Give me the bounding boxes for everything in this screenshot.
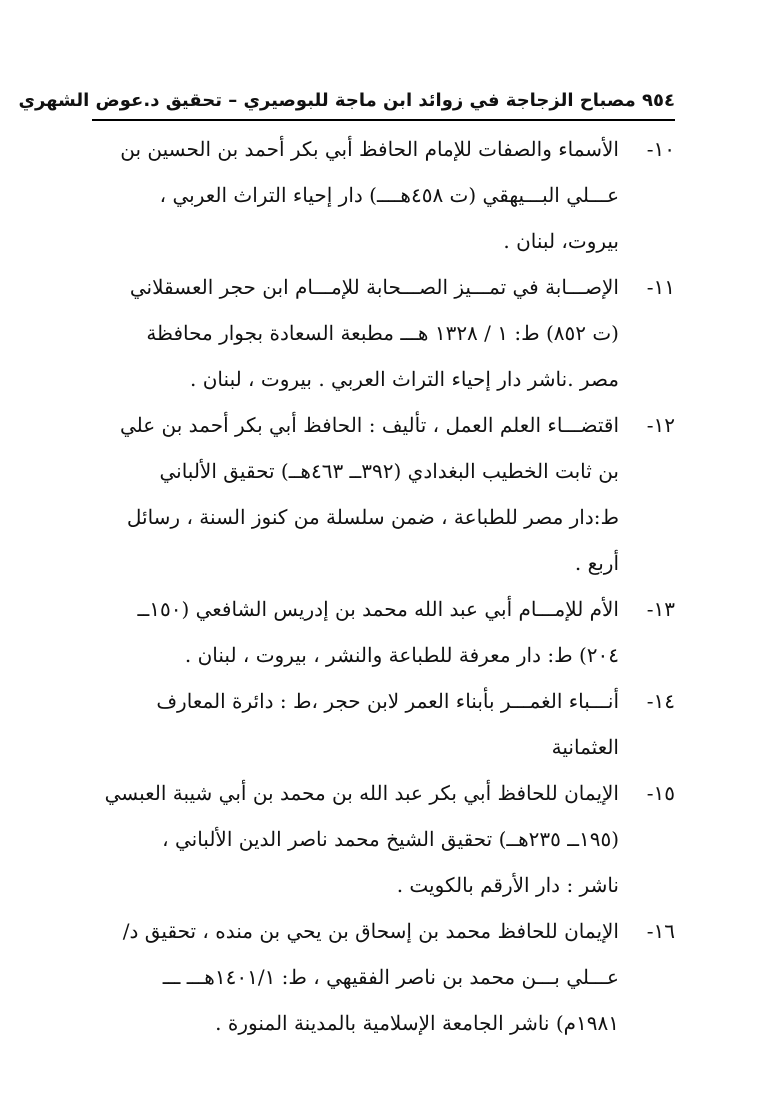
reference-item <box>92 908 675 1046</box>
reference-number: ١١- <box>646 275 675 299</box>
reference-number: ١٠- <box>646 137 675 161</box>
reference-line: الإصـــابة في تمـــيز الصـــحابة للإمـــام ابن حجر العسقلاني <box>129 275 619 299</box>
reference-line: بن ثابت الخطيب البغدادي (٣٩٢ــ ٤٦٣هــ) تحقيق الألباني <box>159 459 619 483</box>
reference-number: ١٣- <box>646 597 675 621</box>
reference-text <box>92 402 619 586</box>
reference-line: عـــلي بـــن محمد بن ناصر الفقيهي ، ط: ١٤٠١/١هـــ ـــ <box>162 965 619 989</box>
reference-text <box>92 678 619 770</box>
reference-list <box>92 126 675 1046</box>
reference-text <box>92 770 619 908</box>
reference-line: ط:دار مصر للطباعة ، ضمن سلسلة من كنوز السنة ، رسائل <box>126 505 619 529</box>
reference-item <box>92 678 675 770</box>
reference-item <box>92 586 675 678</box>
reference-line: الأم للإمـــام أبي عبد الله محمد بن إدريس الشافعي (١٥٠ــ <box>137 597 619 621</box>
reference-item <box>92 402 675 586</box>
header-divider <box>92 119 675 121</box>
reference-text <box>92 126 619 264</box>
reference-line: الإيمان للحافظ أبي بكر عبد الله بن محمد بن أبي شيبة العبسي <box>104 781 619 805</box>
reference-line: الإيمان للحافظ محمد بن إسحاق بن يحي بن منده ، تحقيق د/ <box>122 919 619 943</box>
reference-line: مصر .ناشر دار إحياء التراث العربي . بيروت ، لبنان . <box>190 367 619 391</box>
reference-item <box>92 770 675 908</box>
reference-text <box>92 908 619 1046</box>
reference-line: (١٩٥ــ ٢٣٥هــ) تحقيق الشيخ محمد ناصر الدين الألباني ، <box>162 827 619 851</box>
reference-line: العثمانية <box>551 735 619 759</box>
reference-item <box>92 126 675 264</box>
reference-line: بيروت، لبنان . <box>503 229 619 253</box>
reference-number: ١٤- <box>646 689 675 713</box>
reference-number: ١٥- <box>646 781 675 805</box>
reference-text <box>92 586 619 678</box>
reference-line: أنـــباء الغمـــر بأبناء العمر لابن حجر ،ط : دائرة المعارف <box>156 689 619 713</box>
reference-line: ناشر : دار الأرقم بالكويت . <box>396 873 619 897</box>
reference-number: ١٦- <box>646 919 675 943</box>
reference-line: اقتضـــاء العلم العمل ، تأليف : الحافظ أبي بكر أحمد بن علي <box>119 413 619 437</box>
reference-text <box>92 264 619 402</box>
reference-line: ٢٠٤) ط: دار معرفة للطباعة والنشر ، بيروت ، لبنان . <box>184 643 619 667</box>
page-header: ٩٥٤ مصباح الزجاجة في زوائد ابن ماجة للبوصيري – تحقيق د.عوض الشهري <box>18 90 675 111</box>
reference-number: ١٢- <box>646 413 675 437</box>
reference-line: (ت ٨٥٢) ط: ١ / ١٣٢٨ هـــ مطبعة السعادة بجوار محافظة <box>146 321 619 345</box>
reference-line: عـــلي البـــيهقي (ت ٤٥٨هــــ) دار إحياء التراث العربي ، <box>159 183 619 207</box>
reference-line: أربع . <box>574 551 619 575</box>
reference-line: ١٩٨١م) ناشر الجامعة الإسلامية بالمدينة المنورة . <box>215 1011 619 1035</box>
reference-item <box>92 264 675 402</box>
reference-line: الأسماء والصفات للإمام الحافظ أبي بكر أحمد بن الحسين بن <box>120 137 619 161</box>
